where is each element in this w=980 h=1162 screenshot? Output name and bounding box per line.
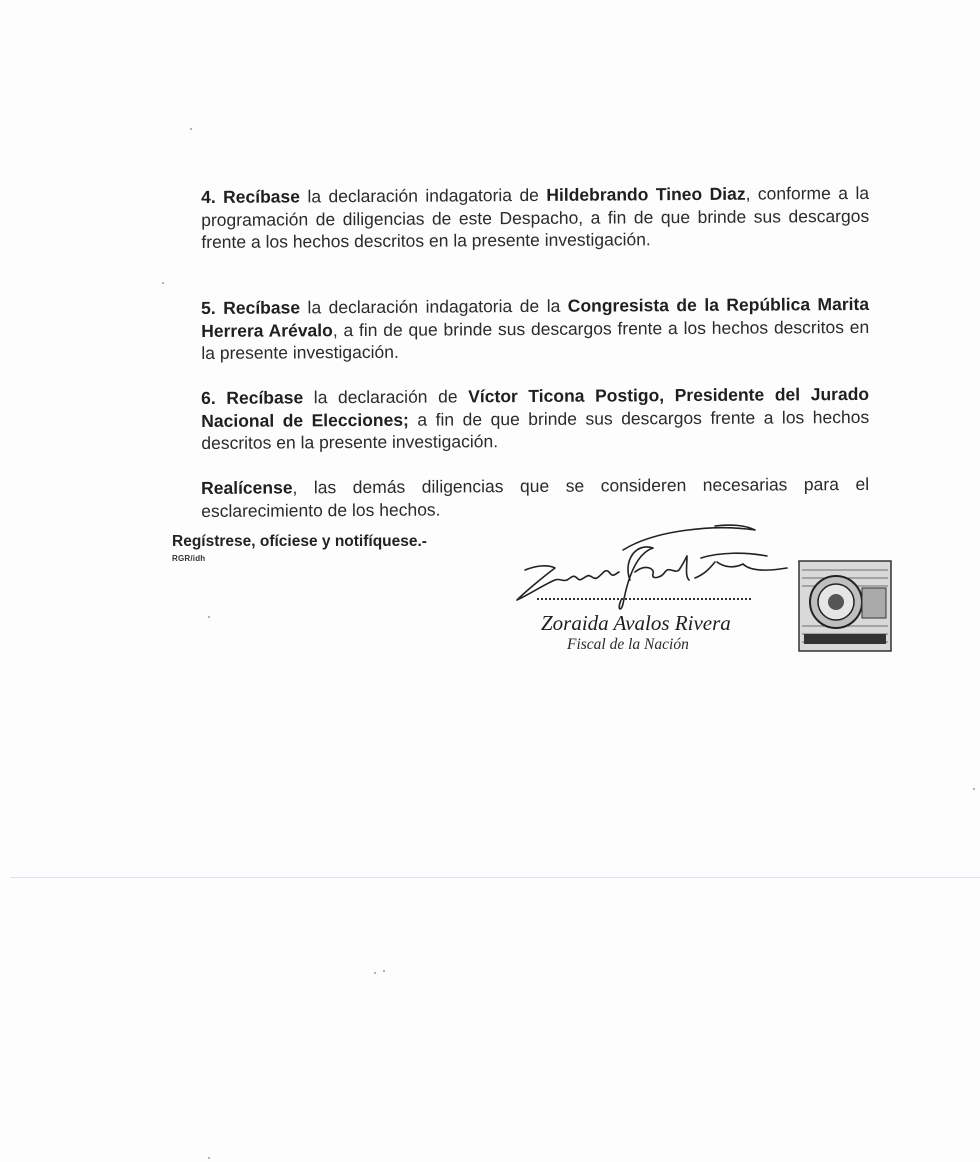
- scan-speck: [383, 970, 385, 972]
- item-text: , las demás diligencias que se consideren necesarias para el esclarecimiento de los hechos.: [201, 473, 870, 521]
- signer-title: Fiscal de la Nación: [567, 636, 689, 653]
- item-text: la declaración indagatoria de: [299, 184, 547, 206]
- item-person: Congresista de la República Marita Herrera Arévalo: [201, 293, 870, 341]
- official-seal-icon: [798, 560, 892, 652]
- signature-line: [537, 598, 751, 600]
- item-person: Hildebrando Tineo Diaz: [546, 183, 746, 205]
- scan-speck: [162, 282, 164, 284]
- item-person: Víctor Ticona Postigo, Presidente del Jurado Nacional de Elecciones;: [201, 383, 870, 431]
- item-text: , a fin de que brinde sus descargos frente a los hechos descritos en la presente investigación.: [201, 316, 870, 363]
- scan-speck: [208, 616, 210, 618]
- item-verb: Recíbase: [223, 296, 301, 318]
- paragraph-final-diligencias: [201, 472, 869, 521]
- item-verb: Recíbase: [223, 185, 301, 207]
- paragraph-item-6: [201, 382, 869, 454]
- closing-formula: Regístrese, ofíciese y notifíquese.-: [172, 533, 427, 550]
- item-text: la declaración de: [303, 385, 469, 407]
- scan-speck: [374, 972, 376, 974]
- item-text: , conforme a la programación de diligencias de este Despacho, a fin de que brinde sus descargos frente a los hechos descritos en la presente investigación.: [201, 182, 870, 252]
- item-number: 4.: [201, 186, 216, 207]
- scan-speck: [973, 788, 975, 790]
- item-verb: Realícense: [201, 476, 293, 498]
- scan-speck: [190, 128, 192, 130]
- item-verb: Recíbase: [226, 386, 304, 408]
- signer-name: Zoraida Avalos Rivera: [541, 611, 731, 635]
- reference-initials: RGR/idh: [172, 554, 206, 563]
- paragraph-item-5: [201, 292, 869, 364]
- scan-speck: [208, 1157, 210, 1159]
- item-number: 5.: [201, 297, 216, 318]
- item-number: 6.: [201, 387, 216, 408]
- paragraph-item-4: [201, 181, 869, 253]
- item-text: a fin de que brinde sus descargos frente a los hechos descritos en la presente investigación.: [201, 406, 870, 453]
- item-text: la declaración indagatoria de la: [299, 295, 568, 317]
- scan-edge-line: [10, 877, 980, 878]
- handwritten-signature: [505, 522, 795, 617]
